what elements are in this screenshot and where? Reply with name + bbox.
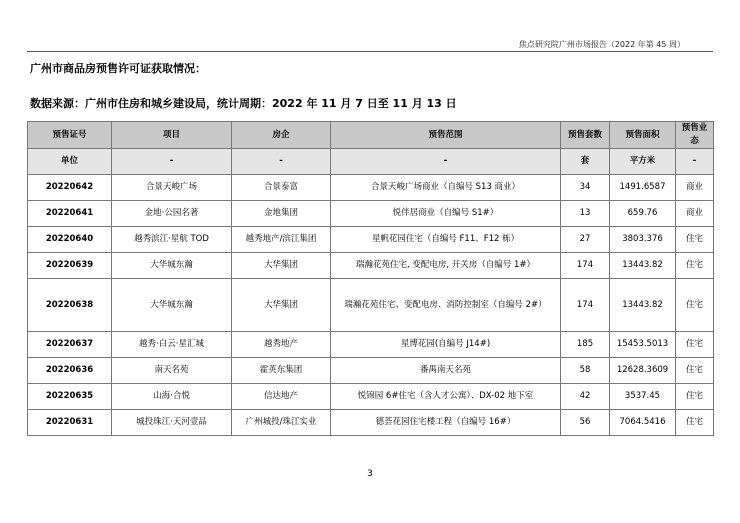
table-row: [28, 410, 714, 436]
developer-cell: 广州城投/珠江实业: [232, 410, 331, 436]
unit-cell: -: [232, 149, 331, 175]
project-cell: 大华城东瀚: [112, 279, 232, 332]
column-header: 预售业态: [676, 122, 714, 149]
developer-cell: 金地集团: [232, 201, 331, 227]
unit-cell: 套: [561, 149, 610, 175]
permit-number-cell: 20220638: [28, 279, 112, 332]
developer-cell: 越秀地产: [232, 332, 331, 358]
project-cell: 南天名苑: [112, 358, 232, 384]
column-header: 预售范围: [331, 122, 561, 149]
project-cell: 越秀·白云·星汇城: [112, 332, 232, 358]
permit-number-cell: 20220636: [28, 358, 112, 384]
unit-count-cell: 34: [561, 175, 610, 201]
developer-cell: 越秀地产/滨江集团: [232, 227, 331, 253]
project-cell: 山海·合悦: [112, 384, 232, 410]
permit-number-cell: 20220639: [28, 253, 112, 279]
area-cell: 1491.6587: [610, 175, 676, 201]
column-header: 预售套数: [561, 122, 610, 149]
presale-scope-cell: 瑞瀚花苑住宅, 变配电房, 开关房（自编号 1#）: [331, 253, 561, 279]
project-cell: 合景天峻广场: [112, 175, 232, 201]
project-cell: 金地·公园名著: [112, 201, 232, 227]
presale-scope-cell: 悦伴居商业（自编号 S1#）: [331, 201, 561, 227]
unit-count-cell: 56: [561, 410, 610, 436]
unit-cell: -: [676, 149, 714, 175]
area-cell: 15453.5013: [610, 332, 676, 358]
table-row: [28, 227, 714, 253]
property-type-cell: 住宅: [676, 384, 714, 410]
permit-number-cell: 20220637: [28, 332, 112, 358]
property-type-cell: 住宅: [676, 332, 714, 358]
unit-count-cell: 174: [561, 279, 610, 332]
presale-permit-table: [27, 121, 714, 436]
project-cell: 大华城东瀚: [112, 253, 232, 279]
presale-scope-cell: 合景天峻广场商业（自编号 S13 商业）: [331, 175, 561, 201]
property-type-cell: 住宅: [676, 410, 714, 436]
presale-scope-cell: 番禺南天名苑: [331, 358, 561, 384]
project-cell: 城投珠江·天河壹品: [112, 410, 232, 436]
presale-scope-cell: 星帆花园住宅（自编号 F11、F12 栋）: [331, 227, 561, 253]
unit-cell: 单位: [28, 149, 112, 175]
table-row: [28, 384, 714, 410]
permit-number-cell: 20220641: [28, 201, 112, 227]
property-type-cell: 住宅: [676, 279, 714, 332]
project-cell: 越秀滨江·星航 TOD: [112, 227, 232, 253]
column-header: 预售面积: [610, 122, 676, 149]
data-source-line: 数据来源：广州市住房和城乡建设局，统计周期：2022 年 11 月 7 日至 11 月 13 日: [30, 97, 457, 110]
unit-count-cell: 42: [561, 384, 610, 410]
developer-cell: 大华集团: [232, 279, 331, 332]
developer-cell: 合景泰富: [232, 175, 331, 201]
area-cell: 3537.45: [610, 384, 676, 410]
presale-scope-cell: 星博花园(自编号 J14#): [331, 332, 561, 358]
developer-cell: 信达地产: [232, 384, 331, 410]
area-cell: 13443.82: [610, 253, 676, 279]
table-row: [28, 279, 714, 332]
unit-count-cell: 185: [561, 332, 610, 358]
table-row: [28, 201, 714, 227]
unit-count-cell: 58: [561, 358, 610, 384]
permit-number-cell: 20220631: [28, 410, 112, 436]
unit-count-cell: 27: [561, 227, 610, 253]
unit-count-cell: 13: [561, 201, 610, 227]
area-cell: 3803.376: [610, 227, 676, 253]
permit-number-cell: 20220640: [28, 227, 112, 253]
developer-cell: 大华集团: [232, 253, 331, 279]
presale-scope-cell: 德荟花园住宅楼工程（自编号 16#）: [331, 410, 561, 436]
area-cell: 7064.5416: [610, 410, 676, 436]
table-row: [28, 175, 714, 201]
column-header: 房企: [232, 122, 331, 149]
column-header: 项目: [112, 122, 232, 149]
report-header-title: 焦点研究院广州市场报告（2022 年第 45 周）: [518, 40, 685, 49]
page-number: 3: [367, 469, 373, 479]
table-row: [28, 253, 714, 279]
unit-cell: -: [112, 149, 232, 175]
unit-cell: 平方米: [610, 149, 676, 175]
units-row: [28, 149, 714, 175]
area-cell: 13443.82: [610, 279, 676, 332]
table-row: [28, 332, 714, 358]
developer-cell: 霍英东集团: [232, 358, 331, 384]
column-header: 预售证号: [28, 122, 112, 149]
table-row: [28, 358, 714, 384]
unit-count-cell: 174: [561, 253, 610, 279]
area-cell: 659.76: [610, 201, 676, 227]
table-header-row: [28, 122, 714, 149]
presale-scope-cell: 悦锦园 6#住宅（含人才公寓）、DX-02 地下室: [331, 384, 561, 410]
property-type-cell: 住宅: [676, 227, 714, 253]
presale-scope-cell: 瑞瀚花苑住宅、变配电房、消防控制室（自编号 2#）: [331, 279, 561, 332]
permit-number-cell: 20220642: [28, 175, 112, 201]
property-type-cell: 住宅: [676, 358, 714, 384]
property-type-cell: 住宅: [676, 253, 714, 279]
area-cell: 12628.3609: [610, 358, 676, 384]
section-heading: 广州市商品房预售许可证获取情况：: [30, 62, 206, 75]
property-type-cell: 商业: [676, 201, 714, 227]
unit-cell: -: [331, 149, 561, 175]
property-type-cell: 商业: [676, 175, 714, 201]
permit-number-cell: 20220635: [28, 384, 112, 410]
header-rule: [27, 51, 713, 52]
